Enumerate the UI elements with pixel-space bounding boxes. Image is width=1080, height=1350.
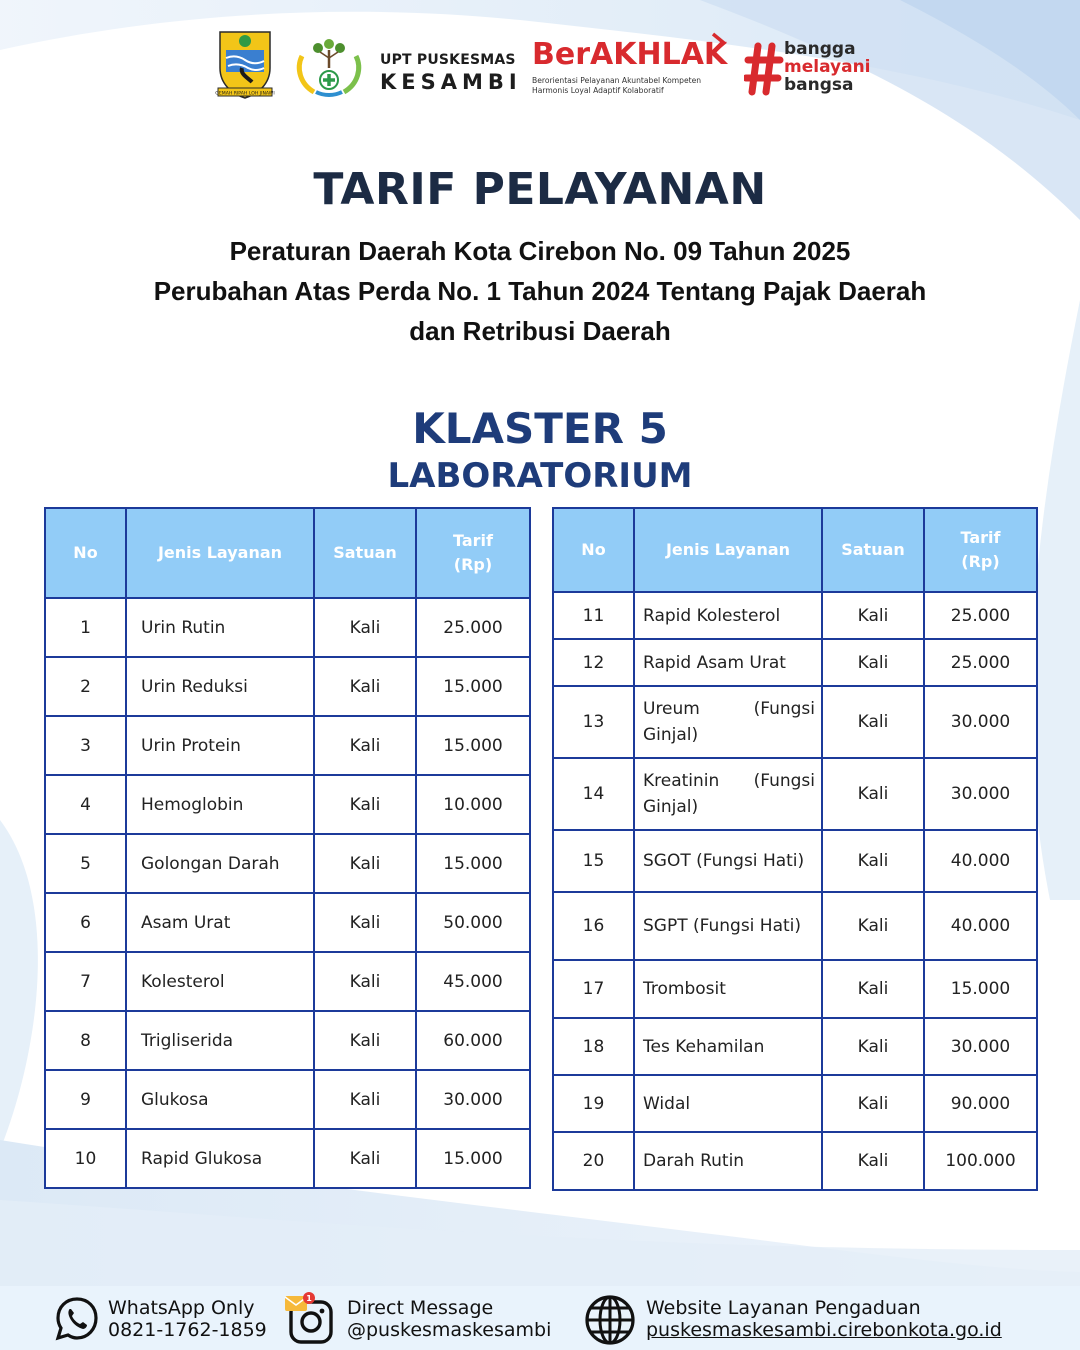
row-no: 15: [553, 830, 634, 892]
row-unit: Kali: [314, 834, 416, 893]
row-no: 18: [553, 1018, 634, 1075]
header-no: No: [553, 508, 634, 592]
row-service: Urin Reduksi: [126, 657, 314, 716]
table-row: [45, 716, 530, 775]
row-no: 10: [45, 1129, 126, 1188]
page-title: TARIF PELAYANAN: [313, 164, 767, 215]
upt-name: KESAMBI: [380, 70, 522, 94]
table-row: [45, 598, 530, 657]
row-service: Widal: [634, 1075, 822, 1132]
table-row: [553, 686, 1037, 758]
table-row: [45, 1129, 530, 1188]
table-row: [553, 830, 1037, 892]
row-no: 13: [553, 686, 634, 758]
row-no: 19: [553, 1075, 634, 1132]
bangsa-word: bangsa: [784, 75, 854, 95]
row-unit: Kali: [822, 892, 924, 960]
header-jenis-layanan: Jenis Layanan: [634, 508, 822, 592]
header-logos: [0, 22, 1080, 102]
table-row: [553, 592, 1037, 639]
row-service: Rapid Asam Urat: [634, 639, 822, 686]
row-price: 15.000: [924, 960, 1037, 1018]
berakhlak-logo: [532, 38, 732, 96]
table-row: [45, 893, 530, 952]
row-price: 30.000: [924, 758, 1037, 830]
berakhlak-wordmark: BerAKHLAK: [532, 37, 728, 72]
subtitle-line-1: Peraturan Daerah Kota Cirebon No. 09 Tahun 2025: [229, 236, 851, 266]
row-unit: Kali: [822, 592, 924, 639]
row-no: 16: [553, 892, 634, 960]
row-no: 2: [45, 657, 126, 716]
row-no: 14: [553, 758, 634, 830]
tariff-table-right: [552, 507, 1038, 1191]
whatsapp-icon[interactable]: [54, 1296, 100, 1342]
row-price: 25.000: [924, 592, 1037, 639]
subtitle-line-3: dan Retribusi Daerah: [409, 316, 671, 346]
table-row: [45, 952, 530, 1011]
subtitle-line-2: Perubahan Atas Perda No. 1 Tahun 2024 Tentang Pajak Daerah: [153, 276, 927, 306]
hashtag-icon: [744, 42, 784, 96]
table-row: [553, 892, 1037, 960]
dm-handle: @puskesmaskesambi: [347, 1319, 552, 1341]
header-tarif-label: Tarif: [960, 528, 1001, 547]
row-price: 15.000: [416, 657, 530, 716]
row-unit: Kali: [314, 716, 416, 775]
klaster-heading: KLASTER 5: [412, 404, 668, 453]
instagram-icon[interactable]: [284, 1290, 338, 1346]
row-price: 40.000: [924, 892, 1037, 960]
contact-footer: [0, 1286, 1080, 1350]
dm-label: Direct Message: [347, 1297, 494, 1319]
row-service: Rapid Kolesterol: [634, 592, 822, 639]
row-price: 25.000: [416, 598, 530, 657]
row-unit: Kali: [822, 758, 924, 830]
cirebon-motto: GEMAH RIPAH LOH JINAWI: [215, 91, 275, 97]
row-service: Hemoglobin: [126, 775, 314, 834]
row-price: 30.000: [924, 1018, 1037, 1075]
table-row: [45, 1070, 530, 1129]
row-service: Darah Rutin: [634, 1132, 822, 1190]
row-no: 20: [553, 1132, 634, 1190]
table-row: [45, 834, 530, 893]
chevron-right-icon: [710, 32, 728, 54]
row-price: 10.000: [416, 775, 530, 834]
whatsapp-label: WhatsApp Only: [108, 1297, 255, 1319]
row-service: Asam Urat: [126, 893, 314, 952]
row-no: 6: [45, 893, 126, 952]
row-unit: Kali: [822, 960, 924, 1018]
instagram-contact[interactable]: [347, 1297, 551, 1341]
row-unit: Kali: [314, 952, 416, 1011]
row-unit: Kali: [822, 639, 924, 686]
row-service: Golongan Darah: [126, 834, 314, 893]
row-service: Urin Rutin: [126, 598, 314, 657]
berakhlak-tagline-2: Harmonis Loyal Adaptif Kolaboratif: [532, 86, 664, 95]
row-service: Trombosit: [634, 960, 822, 1018]
row-price: 50.000: [416, 893, 530, 952]
row-service: Ureum (Fungsi Ginjal): [634, 686, 822, 758]
row-no: 11: [553, 592, 634, 639]
table-row: [553, 758, 1037, 830]
row-service: Glukosa: [126, 1070, 314, 1129]
header-jenis-layanan: Jenis Layanan: [126, 508, 314, 598]
row-unit: Kali: [314, 893, 416, 952]
row-no: 17: [553, 960, 634, 1018]
row-unit: Kali: [314, 657, 416, 716]
row-unit: Kali: [822, 1075, 924, 1132]
melayani-word: melayani: [784, 57, 871, 77]
regulation-subtitle: [90, 231, 990, 351]
header-satuan: Satuan: [314, 508, 416, 598]
bangga-melayani-bangsa-logo: [744, 40, 884, 100]
table-header-row: [45, 508, 530, 598]
header-tarif: [924, 508, 1037, 592]
row-service: Urin Protein: [126, 716, 314, 775]
upt-label: UPT PUSKESMAS: [380, 52, 516, 68]
whatsapp-number: 0821-1762-1859: [108, 1319, 267, 1341]
bangga-word: bangga: [784, 39, 856, 59]
row-service: Rapid Glukosa: [126, 1129, 314, 1188]
table-row: [45, 657, 530, 716]
row-price: 30.000: [416, 1070, 530, 1129]
row-no: 7: [45, 952, 126, 1011]
row-unit: Kali: [314, 1070, 416, 1129]
row-unit: Kali: [314, 1011, 416, 1070]
table-row: [45, 1011, 530, 1070]
header-no: No: [45, 508, 126, 598]
berakhlak-tagline-1: Berorientasi Pelayanan Akuntabel Kompeten: [532, 76, 702, 85]
globe-icon[interactable]: [584, 1294, 636, 1346]
row-unit: Kali: [314, 775, 416, 834]
row-no: 4: [45, 775, 126, 834]
web-url-link[interactable]: puskesmaskesambi.cirebonkota.go.id: [646, 1319, 1002, 1341]
row-price: 30.000: [924, 686, 1037, 758]
row-no: 9: [45, 1070, 126, 1129]
row-service: SGOT (Fungsi Hati): [634, 830, 822, 892]
row-price: 15.000: [416, 1129, 530, 1188]
tariff-table-left: [44, 507, 531, 1189]
website-contact[interactable]: [646, 1297, 1002, 1341]
row-service: Kolesterol: [126, 952, 314, 1011]
cirebon-emblem-icon: [214, 28, 276, 100]
table-row: [553, 1132, 1037, 1190]
row-unit: Kali: [822, 830, 924, 892]
table-row: [553, 1075, 1037, 1132]
header-tarif-label: Tarif: [453, 531, 493, 550]
row-unit: Kali: [314, 1129, 416, 1188]
row-price: 15.000: [416, 834, 530, 893]
row-no: 12: [553, 639, 634, 686]
row-service: SGPT (Fungsi Hati): [634, 892, 822, 960]
puskesmas-logo-icon: [292, 34, 366, 100]
table-row: [553, 639, 1037, 686]
table-row: [553, 1018, 1037, 1075]
row-price: 25.000: [924, 639, 1037, 686]
web-label: Website Layanan Pengaduan: [646, 1297, 921, 1319]
header-tarif: [416, 508, 530, 598]
row-price: 45.000: [416, 952, 530, 1011]
row-no: 1: [45, 598, 126, 657]
row-price: 15.000: [416, 716, 530, 775]
header-tarif-unit: (Rp): [961, 552, 1000, 571]
row-no: 8: [45, 1011, 126, 1070]
table-header-row: [553, 508, 1037, 592]
row-price: 100.000: [924, 1132, 1037, 1190]
row-unit: Kali: [822, 1132, 924, 1190]
header-satuan: Satuan: [822, 508, 924, 592]
row-unit: Kali: [822, 686, 924, 758]
upt-puskesmas-brand: [380, 52, 520, 94]
row-service: Trigliserida: [126, 1011, 314, 1070]
row-service: Kreatinin (Fungsi Ginjal): [634, 758, 822, 830]
table-row: [45, 775, 530, 834]
row-price: 90.000: [924, 1075, 1037, 1132]
row-unit: Kali: [314, 598, 416, 657]
notification-badge: 1: [306, 1294, 312, 1303]
row-no: 5: [45, 834, 126, 893]
whatsapp-contact[interactable]: [108, 1297, 267, 1341]
row-service: Tes Kehamilan: [634, 1018, 822, 1075]
row-price: 60.000: [416, 1011, 530, 1070]
row-unit: Kali: [822, 1018, 924, 1075]
header-tarif-unit: (Rp): [453, 555, 493, 574]
table-row: [553, 960, 1037, 1018]
row-price: 40.000: [924, 830, 1037, 892]
section-heading: LABORATORIUM: [387, 456, 693, 496]
row-no: 3: [45, 716, 126, 775]
